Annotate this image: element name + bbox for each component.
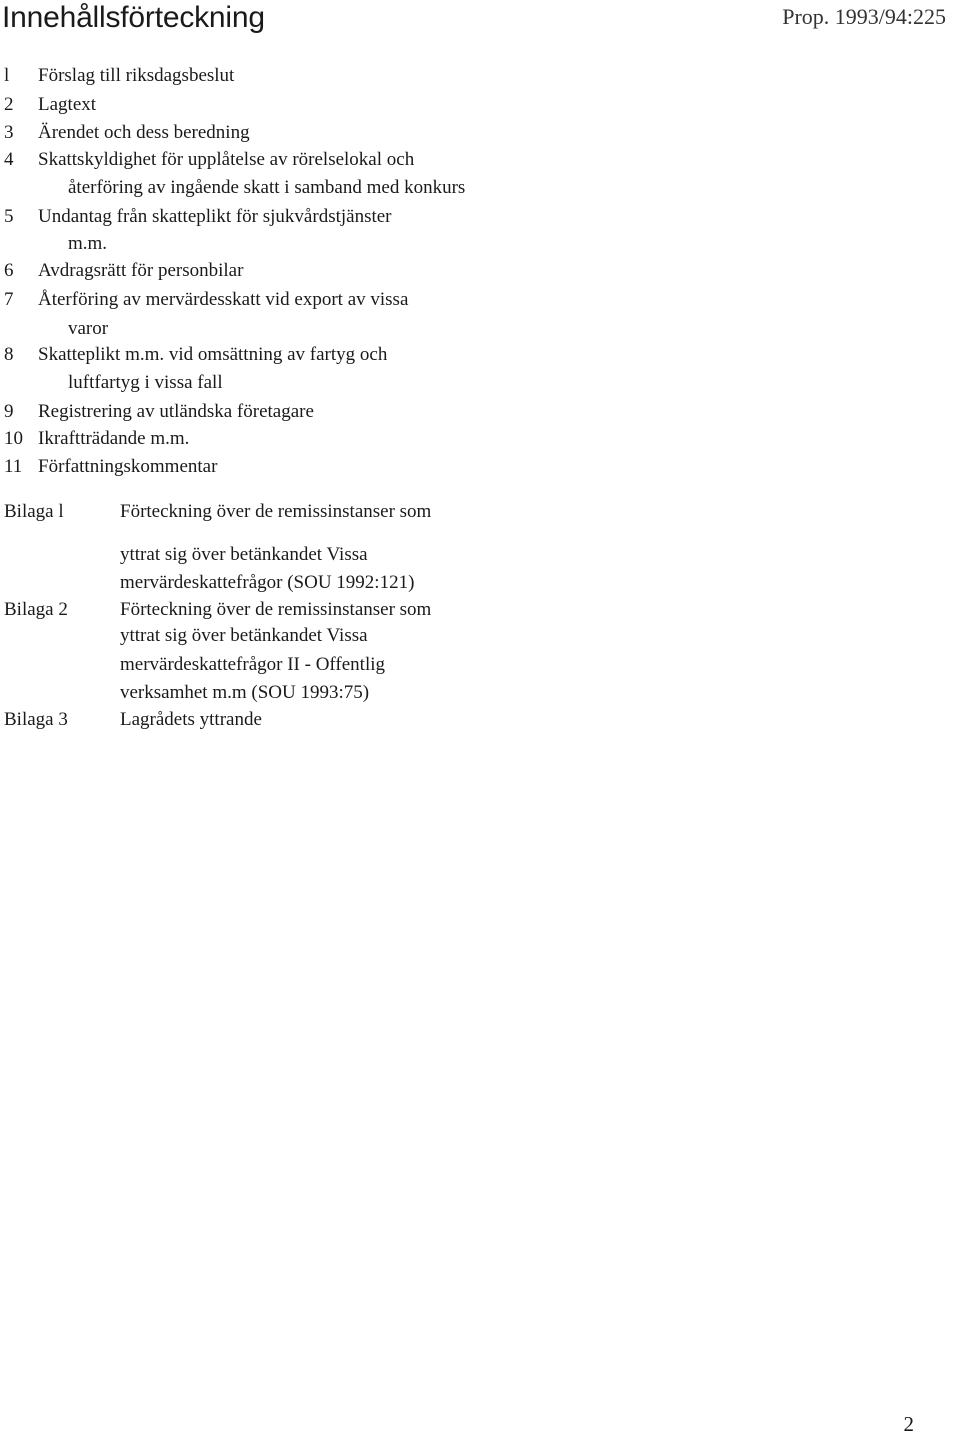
appendix-text-line: Förteckning över de remissinstanser som bbox=[120, 501, 432, 522]
toc-item-continuation: varor bbox=[68, 318, 109, 339]
toc-item-text: Avdragsrätt för personbilar bbox=[38, 260, 244, 281]
toc-item-text: Ikraftträdande m.m. bbox=[38, 428, 190, 449]
page-number: 2 bbox=[903, 1412, 914, 1436]
toc-item-text: Förslag till riksdagsbeslut bbox=[38, 65, 235, 86]
toc-item-continuation: m.m. bbox=[68, 233, 108, 254]
toc-item-number: 9 bbox=[4, 401, 14, 422]
toc-item-continuation: återföring av ingående skatt i samband med konkurs bbox=[68, 177, 466, 198]
page-title: Innehållsförteckning bbox=[2, 1, 265, 34]
appendix-text-line: yttrat sig över betänkandet Vissa bbox=[120, 625, 368, 646]
appendix-text-line: Förteckning över de remissinstanser som bbox=[120, 599, 432, 620]
toc-item-number: 3 bbox=[4, 122, 14, 143]
appendix-text-line: mervärdeskattefrågor (SOU 1992:121) bbox=[120, 572, 415, 593]
appendix-text-line: yttrat sig över betänkandet Vissa bbox=[120, 544, 368, 565]
toc-item-number: 7 bbox=[4, 289, 14, 310]
appendix-label: Bilaga 2 bbox=[4, 599, 68, 620]
toc-item-number: 10 bbox=[4, 428, 23, 449]
appendix-label: Bilaga 3 bbox=[4, 709, 68, 730]
toc-item-number: 11 bbox=[4, 456, 23, 477]
toc-item-text: Lagtext bbox=[38, 94, 97, 115]
document-reference: Prop. 1993/94:225 bbox=[782, 4, 946, 29]
toc-item-number: 5 bbox=[4, 206, 14, 227]
toc-item-number: 4 bbox=[4, 149, 14, 170]
toc-item-text: Skatteplikt m.m. vid omsättning av fartyg och bbox=[38, 344, 388, 365]
toc-item-text: Registrering av utländska företagare bbox=[38, 401, 314, 422]
toc-item-text: Författningskommentar bbox=[38, 456, 218, 477]
toc-item-text: Ärendet och dess beredning bbox=[38, 122, 250, 143]
toc-item-text: Skattskyldighet för upplåtelse av rörelselokal och bbox=[38, 149, 415, 170]
appendix-label: Bilaga l bbox=[4, 501, 64, 522]
toc-item-number: l bbox=[4, 65, 10, 86]
appendix-text-line: verksamhet m.m (SOU 1993:75) bbox=[120, 682, 370, 703]
toc-item-number: 2 bbox=[4, 94, 14, 115]
toc-item-text: Återföring av mervärdesskatt vid export av vissa bbox=[38, 289, 409, 310]
appendix-text-line: mervärdeskattefrågor II - Offentlig bbox=[120, 654, 385, 675]
toc-item-number: 6 bbox=[4, 260, 14, 281]
appendix-text-line: Lagrådets yttrande bbox=[120, 709, 262, 730]
toc-item-text: Undantag från skatteplikt för sjukvårdstjänster bbox=[38, 206, 392, 227]
toc-item-continuation: luftfartyg i vissa fall bbox=[68, 372, 223, 393]
toc-item-number: 8 bbox=[4, 344, 14, 365]
